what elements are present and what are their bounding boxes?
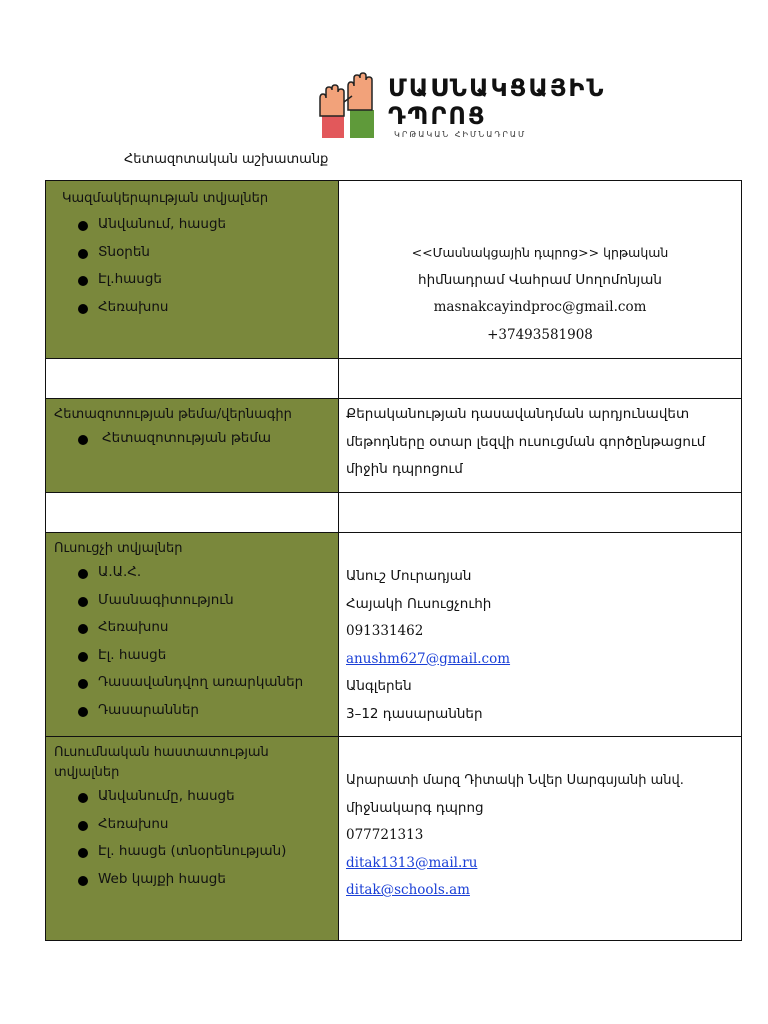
research-value-line1: Քերականության դասավանդման արդյունավետ xyxy=(346,406,690,422)
research-label-cell xyxy=(46,399,339,493)
org-label: Կազմակերպության տվյալներ xyxy=(62,191,269,206)
org-value-cell xyxy=(339,181,742,359)
spacer-cell xyxy=(46,493,339,533)
teacher-label-cell xyxy=(46,533,339,737)
school-item-email: Էլ. հասցե (տնօրենության) xyxy=(78,838,338,866)
research-value-line2: մեթոդները օտար լեզվի ուսուցման գործընթացում xyxy=(346,433,706,450)
school-label: Ուսումնական հաստատության տվյալներ xyxy=(54,745,269,780)
teacher-value-name: Անուշ Մուրադյան xyxy=(346,568,472,584)
org-row xyxy=(46,181,742,359)
org-item-email: Էլ.հասցե xyxy=(78,266,338,294)
research-label: Հետազոտության թեմա/վերնագիր xyxy=(54,407,292,422)
school-value-phone: 077721313 xyxy=(346,827,424,843)
org-item-director: Տնօրեն xyxy=(78,239,338,267)
school-value-name1: Արարատի մարզ Դիտակի Նվեր Սարգսյանի անվ. xyxy=(346,773,684,788)
school-value-name2: միջնակարգ դպրոց xyxy=(346,799,484,816)
org-label-cell xyxy=(46,181,339,359)
org-value-name1: <<Մասնակցային դպրոց>> կրթական xyxy=(411,245,669,260)
page-title: Հետազոտական աշխատանք xyxy=(124,152,329,167)
research-row xyxy=(46,399,742,493)
teacher-item-profession: Մասնագիտություն xyxy=(78,587,338,615)
logo-title-line2: ԴՊՐՈՑ xyxy=(388,102,487,130)
school-item-phone: Հեռախոս xyxy=(78,811,338,839)
teacher-email-link[interactable]: anushm627@gmail.com xyxy=(346,650,511,667)
org-value-phone: +37493581908 xyxy=(487,326,593,343)
teacher-item-grades: Դասարաններ xyxy=(78,697,338,725)
spacer-cell xyxy=(339,359,742,399)
teacher-value-subject: Անգլերեն xyxy=(346,678,412,694)
research-item-topic: Հետազոտության թեմա xyxy=(78,425,338,453)
school-item-web: Web կայքի հասցե xyxy=(78,866,338,894)
spacer-cell xyxy=(339,493,742,533)
school-label-cell xyxy=(46,737,339,941)
school-value-cell xyxy=(339,737,742,941)
school-web-link[interactable]: ditak@schools.am xyxy=(346,882,470,898)
teacher-item-name: Ա.Ա.Հ. xyxy=(78,559,338,587)
school-email-link[interactable]: ditak1313@mail.ru xyxy=(346,854,478,871)
school-item-name: Անվանումը, հասցե xyxy=(78,783,338,811)
research-value-cell xyxy=(339,399,742,493)
teacher-value-phone: 091331462 xyxy=(346,623,424,639)
logo xyxy=(316,72,606,142)
teacher-label: Ուսուցչի տվյալներ xyxy=(54,541,183,556)
research-value-line3: միջին դպրոցում xyxy=(346,461,463,477)
teacher-value-cell xyxy=(339,533,742,737)
org-value-name2: հիմնադրամ Վահրամ Սողոմոնյան xyxy=(418,271,662,288)
teacher-value-grades: 3–12 դասարաններ xyxy=(346,705,483,722)
teacher-value-profession: Հայակի Ուսուցչուհի xyxy=(346,595,492,612)
spacer-row-2 xyxy=(46,493,742,533)
org-item-name: Անվանում, հասցե xyxy=(78,211,338,239)
org-value-email: masnakcayindproc@gmail.com xyxy=(433,299,647,315)
teacher-row xyxy=(46,533,742,737)
raised-hands-icon xyxy=(316,72,382,140)
logo-title-line1: ՄԱՍՆԱԿՑԱՅԻՆ xyxy=(388,74,606,102)
teacher-item-email: Էլ. հասցե xyxy=(78,642,338,670)
teacher-item-phone: Հեռախոս xyxy=(78,614,338,642)
spacer-row-1 xyxy=(46,359,742,399)
logo-subtitle: ԿՐԹԱԿԱՆ ՀԻՄՆԱԴՐԱՄ xyxy=(394,130,527,139)
school-row xyxy=(46,737,742,941)
spacer-cell xyxy=(46,359,339,399)
org-item-phone: Հեռախոս xyxy=(78,294,338,322)
info-table xyxy=(45,180,742,941)
teacher-item-subjects: Դասավանդվող առարկաներ xyxy=(78,669,338,697)
